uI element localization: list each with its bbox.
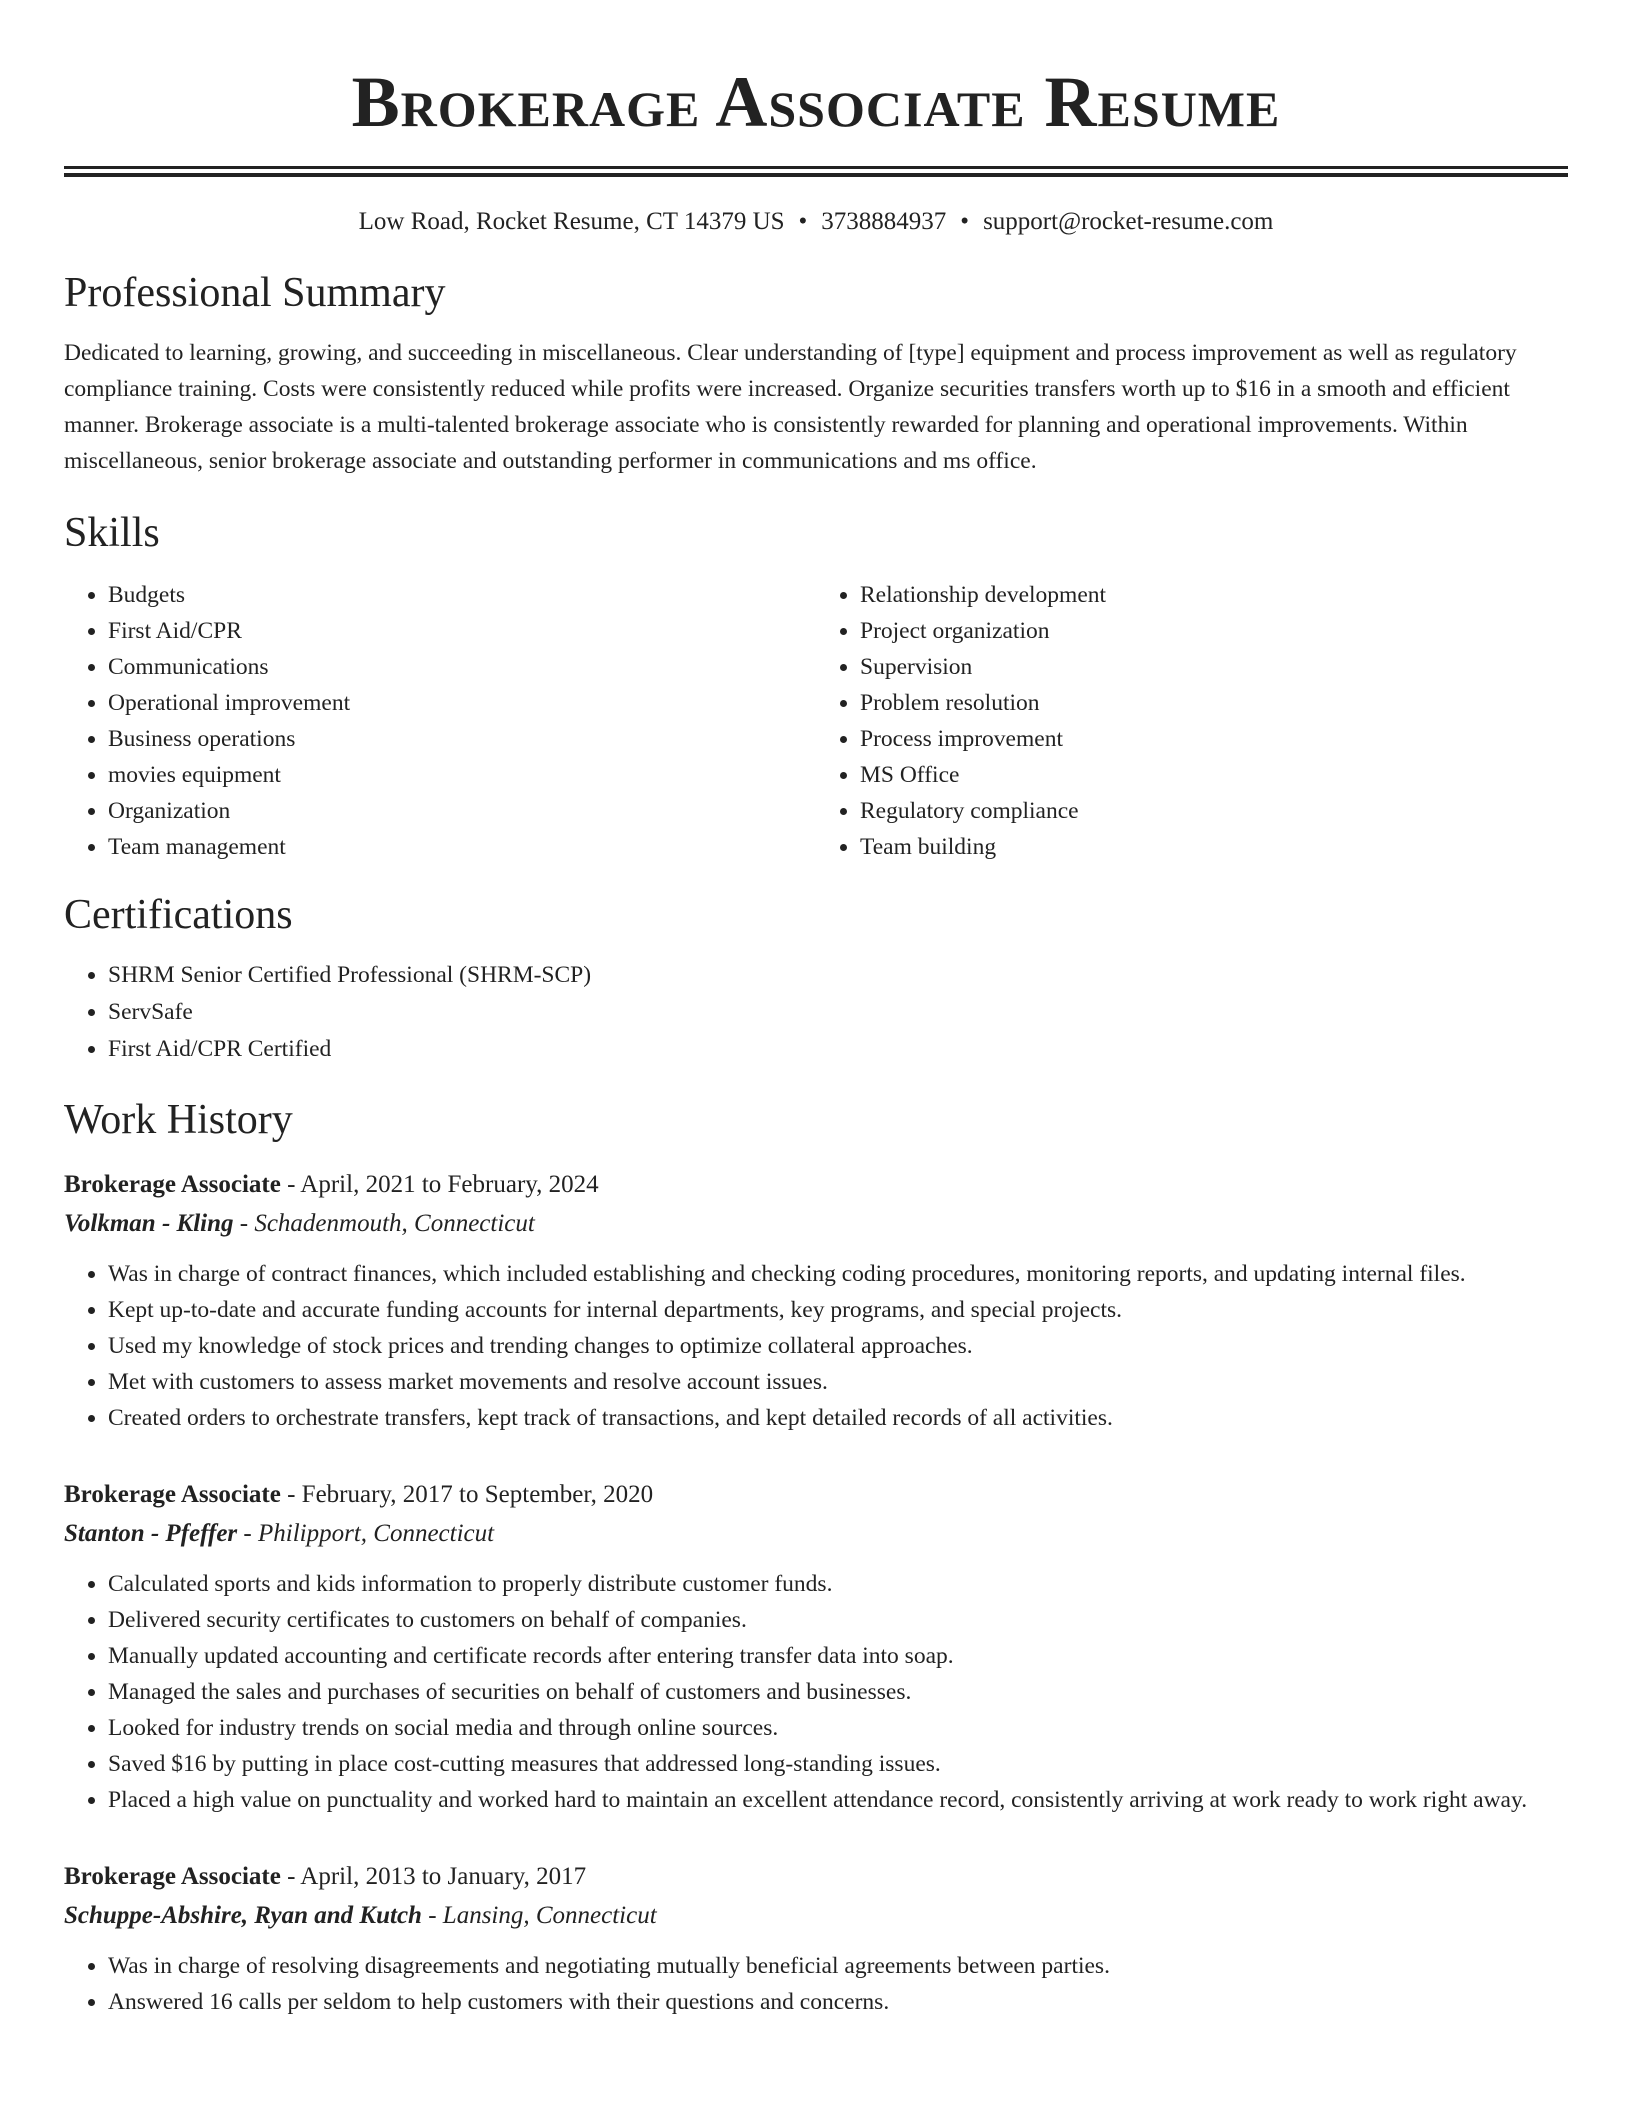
skill-item: • Operational improvement xyxy=(108,685,816,721)
skill-item: • Team building xyxy=(860,829,1568,865)
certification-item: • First Aid/CPR Certified xyxy=(108,1031,1568,1068)
skill-item: • Supervision xyxy=(860,649,1568,685)
job-bullet: • Was in charge of contract finances, which included establishing and checking coding procedures, monitoring reports, and updating internal files. xyxy=(108,1256,1568,1292)
job-location: - Philipport, Connecticut xyxy=(237,1520,495,1547)
job-title-line xyxy=(64,1858,1568,1896)
job-entry xyxy=(64,1476,1568,1818)
job-company: Volkman - Kling xyxy=(64,1210,234,1237)
job-bullet: • Managed the sales and purchases of securities on behalf of customers and businesses. xyxy=(108,1674,1568,1710)
contact-separator: • xyxy=(960,208,970,235)
job-bullet: • Calculated sports and kids information to properly distribute customer funds. xyxy=(108,1566,1568,1602)
resume-page xyxy=(64,0,1568,2020)
job-dates: - April, 2021 to February, 2024 xyxy=(280,1171,599,1198)
job-bullet: • Kept up-to-date and accurate funding accounts for internal departments, key programs, and special projects. xyxy=(108,1292,1568,1328)
summary-text: Dedicated to learning, growing, and succeeding in miscellaneous. Clear understanding of [type] equipment and process improvement as well as regulatory compliance training. Costs were consistently reduced while profits were increased. Organize securities transfers worth up to $16 in a smooth and efficient manner. Brokerage associate is a multi-talented brokerage associate who is consistently rewarded for planning and operational improvements. Within miscellaneous, senior brokerage associate and outstanding performer in communications and ms office. xyxy=(64,340,1517,474)
skill-item: • MS Office xyxy=(860,757,1568,793)
job-bullets xyxy=(64,1948,1568,2020)
skill-item: • Problem resolution xyxy=(860,685,1568,721)
skills-list-left xyxy=(64,577,816,865)
skills-columns xyxy=(64,577,1568,865)
work-history-heading: Work History xyxy=(64,1097,293,1143)
skill-item: • Budgets xyxy=(108,577,816,613)
job-bullet: • Created orders to orchestrate transfers, kept track of transactions, and kept detailed records of all activities. xyxy=(108,1400,1568,1436)
job-bullet: • Saved $16 by putting in place cost-cutting measures that addressed long-standing issues. xyxy=(108,1746,1568,1782)
job-company-line xyxy=(64,1896,1568,1936)
skill-item: • First Aid/CPR xyxy=(108,613,816,649)
skill-item: • Regulatory compliance xyxy=(860,793,1568,829)
job-bullet: • Met with customers to assess market movements and resolve account issues. xyxy=(108,1364,1568,1400)
certifications-heading: Certifications xyxy=(64,892,293,938)
skill-item: • Project organization xyxy=(860,613,1568,649)
job-bullet: • Placed a high value on punctuality and worked hard to maintain an excellent attendance record, consistently arriving at work ready to work right away. xyxy=(108,1782,1568,1818)
job-bullet: • Delivered security certificates to customers on behalf of companies. xyxy=(108,1602,1568,1638)
job-dates: - April, 2013 to January, 2017 xyxy=(280,1863,587,1890)
job-entry xyxy=(64,1166,1568,1436)
summary-heading: Professional Summary xyxy=(64,270,446,316)
job-title-line xyxy=(64,1166,1568,1204)
skill-item: • movies equipment xyxy=(108,757,816,793)
job-bullet: • Looked for industry trends on social media and through online sources. xyxy=(108,1710,1568,1746)
job-bullets xyxy=(64,1566,1568,1818)
certifications-list xyxy=(64,957,1568,1068)
job-bullet: • Manually updated accounting and certificate records after entering transfer data into soap. xyxy=(108,1638,1568,1674)
skill-item: • Business operations xyxy=(108,721,816,757)
contact-phone: 3738884937 xyxy=(821,208,947,235)
job-bullet: • Was in charge of resolving disagreements and negotiating mutually beneficial agreements between parties. xyxy=(108,1948,1568,1984)
resume-title: Brokerage Associate Resume xyxy=(351,62,1281,142)
job-company: Schuppe-Abshire, Ryan and Kutch xyxy=(64,1902,422,1929)
job-location: - Schadenmouth, Connecticut xyxy=(233,1210,535,1237)
job-title-line xyxy=(64,1476,1568,1514)
job-bullets xyxy=(64,1256,1568,1436)
job-company-line xyxy=(64,1514,1568,1554)
contact-line xyxy=(64,205,1568,239)
skills-heading: Skills xyxy=(64,510,160,556)
certification-item: • SHRM Senior Certified Professional (SHRM-SCP) xyxy=(108,957,1568,994)
job-dates: - February, 2017 to September, 2020 xyxy=(280,1481,654,1508)
skill-item: • Process improvement xyxy=(860,721,1568,757)
job-role: Brokerage Associate xyxy=(64,1171,281,1198)
title-divider xyxy=(64,166,1568,169)
job-company-line xyxy=(64,1204,1568,1244)
job-entry xyxy=(64,1858,1568,2020)
job-location: - Lansing, Connecticut xyxy=(421,1902,657,1929)
skill-item: • Organization xyxy=(108,793,816,829)
job-bullet: • Answered 16 calls per seldom to help customers with their questions and concerns. xyxy=(108,1984,1568,2020)
job-role: Brokerage Associate xyxy=(64,1481,281,1508)
contact-separator: • xyxy=(798,208,808,235)
skills-list-right xyxy=(816,577,1568,865)
skill-item: • Team management xyxy=(108,829,816,865)
skill-item: • Relationship development xyxy=(860,577,1568,613)
job-company: Stanton - Pfeffer xyxy=(64,1520,238,1547)
contact-address: Low Road, Rocket Resume, CT 14379 US xyxy=(358,208,785,235)
certification-item: • ServSafe xyxy=(108,994,1568,1031)
job-role: Brokerage Associate xyxy=(64,1863,281,1890)
job-bullet: • Used my knowledge of stock prices and trending changes to optimize collateral approaches. xyxy=(108,1328,1568,1364)
skill-item: • Communications xyxy=(108,649,816,685)
contact-email: support@rocket-resume.com xyxy=(983,208,1274,235)
